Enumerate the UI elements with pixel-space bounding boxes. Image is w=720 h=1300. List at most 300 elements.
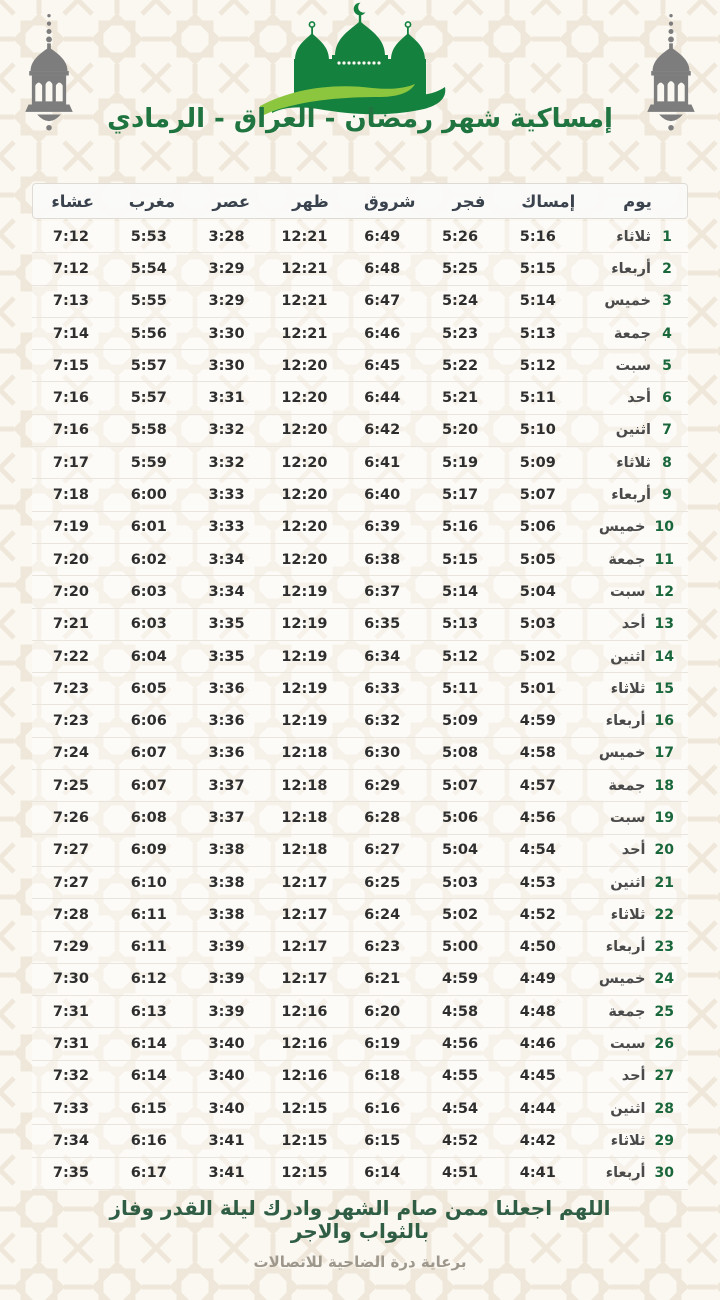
cell-imsak: 5:13: [519, 325, 556, 342]
cell-maghrib: 6:06: [130, 713, 167, 730]
day-number: 16: [654, 713, 674, 730]
cell-imsak: 5:04: [519, 583, 556, 600]
cell-day: [577, 616, 688, 632]
cell-dhuhr: 12:18: [281, 842, 328, 859]
cell-maghrib: 6:05: [130, 680, 167, 697]
table-row: [32, 738, 688, 770]
cell-maghrib: 5:55: [130, 293, 167, 310]
table-row: [32, 415, 688, 447]
table-header-row: [32, 183, 688, 219]
weekday-name: أربعاء: [605, 1165, 646, 1182]
table-row: [32, 221, 688, 253]
cell-imsak: 4:52: [519, 906, 556, 923]
cell-day: [577, 875, 688, 891]
table-row: [32, 286, 688, 318]
table-row: [32, 770, 688, 802]
cell-asr: 3:29: [208, 260, 245, 277]
cell-isha: 7:31: [52, 1003, 89, 1020]
cell-day: [577, 681, 688, 697]
cell-asr: 3:38: [208, 842, 245, 859]
table-row: [32, 479, 688, 511]
cell-maghrib: 6:04: [130, 648, 167, 665]
cell-asr: 3:34: [208, 551, 245, 568]
cell-day: [577, 907, 688, 923]
cell-dhuhr: 12:21: [281, 325, 328, 342]
cell-fajr: 5:02: [441, 906, 479, 923]
cell-shuruq: 6:48: [364, 260, 401, 277]
cell-day: [577, 745, 688, 761]
cell-day: [577, 552, 688, 568]
cell-dhuhr: 12:20: [281, 422, 328, 439]
cell-imsak: 5:11: [519, 390, 556, 407]
cell-asr: 3:39: [208, 971, 245, 988]
cell-day: [577, 1036, 688, 1052]
cell-imsak: 4:45: [519, 1068, 556, 1085]
cell-dhuhr: 12:19: [281, 680, 328, 697]
cell-imsak: 5:01: [519, 680, 556, 697]
weekday-name: اثنين: [610, 648, 646, 665]
cell-day: [577, 455, 688, 471]
cell-day: [577, 261, 688, 277]
weekday-name: سبت: [615, 357, 651, 374]
table-row: [32, 964, 688, 996]
cell-shuruq: 6:19: [364, 1036, 401, 1053]
cell-day: [577, 326, 688, 342]
cell-isha: 7:16: [52, 390, 89, 407]
cell-fajr: 4:51: [441, 1165, 479, 1182]
cell-dhuhr: 12:18: [281, 745, 328, 762]
header-cell-fajr: فجر: [452, 191, 486, 211]
cell-dhuhr: 12:15: [281, 1132, 328, 1149]
table-row: [32, 1158, 688, 1190]
cell-fajr: 5:17: [441, 487, 479, 504]
cell-maghrib: 6:03: [130, 616, 167, 633]
day-number: 3: [662, 293, 672, 310]
day-number: 22: [654, 906, 674, 923]
weekday-name: ثلاثاء: [610, 906, 646, 923]
cell-fajr: 5:16: [441, 519, 479, 536]
day-number: 26: [654, 1036, 674, 1053]
cell-imsak: 4:46: [519, 1036, 556, 1053]
cell-asr: 3:39: [208, 1003, 245, 1020]
day-number: 13: [654, 616, 674, 633]
cell-dhuhr: 12:17: [281, 939, 328, 956]
cell-dhuhr: 12:16: [281, 1068, 328, 1085]
cell-fajr: 5:21: [441, 390, 479, 407]
cell-dhuhr: 12:19: [281, 583, 328, 600]
table-row: [32, 802, 688, 834]
cell-maghrib: 6:14: [130, 1036, 167, 1053]
table-row: [32, 512, 688, 544]
cell-fajr: 4:59: [441, 971, 479, 988]
cell-asr: 3:39: [208, 939, 245, 956]
weekday-name: خميس: [598, 971, 646, 988]
cell-shuruq: 6:45: [364, 357, 401, 374]
cell-isha: 7:27: [52, 842, 89, 859]
cell-asr: 3:40: [208, 1068, 245, 1085]
table-row: [32, 996, 688, 1028]
table-row: [32, 609, 688, 641]
dua-text: [0, 1197, 720, 1243]
cell-imsak: 5:10: [519, 422, 556, 439]
cell-day: [577, 390, 688, 406]
day-number: 4: [662, 325, 672, 342]
cell-asr: 3:41: [208, 1132, 245, 1149]
weekday-name: ثلاثاء: [616, 454, 651, 471]
cell-fajr: 5:14: [441, 583, 479, 600]
page-title: إمساكية شهر رمضان - العراق - الرمادي: [107, 104, 613, 134]
table-row: [32, 350, 688, 382]
cell-imsak: 4:50: [519, 939, 556, 956]
weekday-name: أحد: [621, 842, 646, 859]
day-number: 8: [662, 454, 672, 471]
cell-day: [577, 649, 688, 665]
cell-fajr: 5:24: [441, 293, 479, 310]
cell-maghrib: 5:57: [130, 390, 167, 407]
day-number: 25: [654, 1003, 674, 1020]
cell-shuruq: 6:14: [364, 1165, 401, 1182]
cell-dhuhr: 12:20: [281, 519, 328, 536]
cell-asr: 3:35: [208, 648, 245, 665]
table-row: [32, 253, 688, 285]
cell-fajr: 4:52: [441, 1132, 479, 1149]
weekday-name: اثنين: [610, 874, 646, 891]
cell-maghrib: 6:07: [130, 745, 167, 762]
cell-shuruq: 6:49: [364, 228, 401, 245]
cell-imsak: 4:58: [519, 745, 556, 762]
weekday-name: أربعاء: [611, 260, 651, 277]
header-cell-maghrib: مغرب: [128, 191, 176, 211]
day-number: 9: [662, 487, 672, 504]
cell-fajr: 5:20: [441, 422, 479, 439]
weekday-name: سبت: [609, 1036, 646, 1053]
cell-fajr: 5:22: [441, 357, 479, 374]
table-row: [32, 835, 688, 867]
day-number: 1: [662, 228, 672, 245]
cell-imsak: 4:48: [519, 1003, 556, 1020]
cell-imsak: 4:57: [519, 777, 556, 794]
cell-fajr: 4:55: [441, 1068, 479, 1085]
cell-isha: 7:20: [52, 583, 89, 600]
cell-asr: 3:35: [208, 616, 245, 633]
cell-isha: 7:34: [52, 1132, 89, 1149]
cell-isha: 7:28: [52, 906, 89, 923]
cell-day: [577, 842, 688, 858]
cell-shuruq: 6:44: [364, 390, 401, 407]
cell-imsak: 4:53: [519, 874, 556, 891]
cell-shuruq: 6:21: [364, 971, 401, 988]
cell-day: [577, 971, 688, 987]
table-row: [32, 1125, 688, 1157]
weekday-name: سبت: [609, 809, 646, 826]
cell-dhuhr: 12:17: [281, 874, 328, 891]
cell-day: [577, 358, 688, 374]
cell-isha: 7:12: [52, 228, 89, 245]
sponsor-text: برعاية درة الضاحية للاتصالات: [253, 1252, 467, 1271]
cell-dhuhr: 12:20: [281, 390, 328, 407]
weekday-name: ثلاثاء: [610, 680, 646, 697]
cell-dhuhr: 12:20: [281, 357, 328, 374]
table-row: [32, 382, 688, 414]
table-row: [32, 705, 688, 737]
cell-asr: 3:40: [208, 1036, 245, 1053]
cell-maghrib: 5:54: [130, 260, 167, 277]
cell-dhuhr: 12:17: [281, 971, 328, 988]
day-number: 15: [654, 680, 674, 697]
table-row: [32, 673, 688, 705]
cell-maghrib: 6:10: [130, 874, 167, 891]
table-body: [32, 221, 688, 1190]
cell-isha: 7:24: [52, 745, 89, 762]
cell-isha: 7:32: [52, 1068, 89, 1085]
table-row: [32, 1093, 688, 1125]
cell-maghrib: 6:02: [130, 551, 167, 568]
cell-maghrib: 6:01: [130, 519, 167, 536]
cell-shuruq: 6:25: [364, 874, 401, 891]
weekday-name: أحد: [621, 616, 646, 633]
cell-imsak: 4:44: [519, 1100, 556, 1117]
day-number: 27: [654, 1068, 674, 1085]
cell-maghrib: 6:17: [130, 1165, 167, 1182]
cell-shuruq: 6:37: [364, 583, 401, 600]
cell-asr: 3:33: [208, 487, 245, 504]
cell-imsak: 4:56: [519, 809, 556, 826]
dua-line-1: اللهم اجعلنا ممن صام الشهر وادرك ليلة القدر وفاز: [109, 1195, 611, 1220]
cell-fajr: 4:56: [441, 1036, 479, 1053]
cell-dhuhr: 12:19: [281, 648, 328, 665]
cell-fajr: 5:15: [441, 551, 479, 568]
cell-maghrib: 6:12: [130, 971, 167, 988]
cell-day: [577, 422, 688, 438]
cell-asr: 3:40: [208, 1100, 245, 1117]
cell-day: [577, 229, 688, 245]
cell-fajr: 5:06: [441, 809, 479, 826]
cell-maghrib: 5:57: [130, 357, 167, 374]
cell-asr: 3:29: [208, 293, 245, 310]
header-cell-shuruq: شروق: [363, 191, 416, 211]
cell-isha: 7:21: [52, 616, 89, 633]
cell-asr: 3:32: [208, 422, 245, 439]
cell-dhuhr: 12:21: [281, 228, 328, 245]
prayer-times-table: [32, 183, 688, 1190]
cell-asr: 3:36: [208, 745, 245, 762]
cell-dhuhr: 12:20: [281, 551, 328, 568]
cell-dhuhr: 12:19: [281, 616, 328, 633]
cell-day: [577, 1133, 688, 1149]
cell-asr: 3:31: [208, 390, 245, 407]
cell-shuruq: 6:42: [364, 422, 401, 439]
cell-asr: 3:28: [208, 228, 245, 245]
weekday-name: اثنين: [615, 422, 651, 439]
day-number: 5: [662, 357, 672, 374]
cell-isha: 7:31: [52, 1036, 89, 1053]
cell-maghrib: 6:00: [130, 487, 167, 504]
cell-maghrib: 5:58: [130, 422, 167, 439]
cell-dhuhr: 12:16: [281, 1003, 328, 1020]
cell-shuruq: 6:34: [364, 648, 401, 665]
cell-maghrib: 5:59: [130, 454, 167, 471]
cell-shuruq: 6:40: [364, 487, 401, 504]
cell-shuruq: 6:38: [364, 551, 401, 568]
cell-fajr: 5:25: [441, 260, 479, 277]
cell-maghrib: 6:11: [130, 906, 167, 923]
cell-shuruq: 6:47: [364, 293, 401, 310]
day-number: 2: [662, 260, 672, 277]
cell-dhuhr: 12:18: [281, 777, 328, 794]
cell-imsak: 5:12: [519, 357, 556, 374]
cell-isha: 7:14: [52, 325, 89, 342]
cell-shuruq: 6:20: [364, 1003, 401, 1020]
cell-fajr: 5:19: [441, 454, 479, 471]
cell-dhuhr: 12:20: [281, 454, 328, 471]
cell-imsak: 5:03: [519, 616, 556, 633]
day-number: 18: [654, 777, 674, 794]
header-cell-asr: عصر: [212, 191, 251, 211]
cell-maghrib: 6:16: [130, 1132, 167, 1149]
cell-asr: 3:38: [208, 906, 245, 923]
cell-isha: 7:25: [52, 777, 89, 794]
cell-isha: 7:15: [52, 357, 89, 374]
table-row: [32, 641, 688, 673]
cell-maghrib: 6:13: [130, 1003, 167, 1020]
cell-asr: 3:36: [208, 680, 245, 697]
cell-isha: 7:29: [52, 939, 89, 956]
cell-fajr: 5:07: [441, 777, 479, 794]
cell-shuruq: 6:32: [364, 713, 401, 730]
weekday-name: خميس: [604, 293, 651, 310]
weekday-name: جمعة: [608, 551, 646, 568]
cell-isha: 7:18: [52, 487, 89, 504]
weekday-name: سبت: [609, 583, 646, 600]
cell-asr: 3:30: [208, 325, 245, 342]
cell-shuruq: 6:27: [364, 842, 401, 859]
weekday-name: أربعاء: [611, 487, 651, 504]
table-row: [32, 899, 688, 931]
cell-maghrib: 6:09: [130, 842, 167, 859]
weekday-name: أربعاء: [605, 939, 646, 956]
cell-maghrib: 6:15: [130, 1100, 167, 1117]
cell-day: [577, 1004, 688, 1020]
cell-day: [577, 939, 688, 955]
cell-maghrib: 5:53: [130, 228, 167, 245]
cell-fajr: 5:23: [441, 325, 479, 342]
cell-shuruq: 6:30: [364, 745, 401, 762]
cell-imsak: 4:49: [519, 971, 556, 988]
cell-imsak: 4:54: [519, 842, 556, 859]
cell-fajr: 5:00: [441, 939, 479, 956]
day-number: 11: [654, 551, 674, 568]
cell-day: [577, 519, 688, 535]
table-row: [32, 576, 688, 608]
cell-asr: 3:41: [208, 1165, 245, 1182]
cell-shuruq: 6:39: [364, 519, 401, 536]
cell-shuruq: 6:33: [364, 680, 401, 697]
cell-maghrib: 6:11: [130, 939, 167, 956]
dua-line-2: بالثواب والاجر: [290, 1218, 430, 1243]
cell-fajr: 5:11: [441, 680, 479, 697]
cell-fajr: 5:12: [441, 648, 479, 665]
day-number: 23: [654, 939, 674, 956]
day-number: 28: [654, 1100, 674, 1117]
cell-isha: 7:12: [52, 260, 89, 277]
cell-dhuhr: 12:18: [281, 809, 328, 826]
cell-asr: 3:37: [208, 809, 245, 826]
cell-isha: 7:16: [52, 422, 89, 439]
cell-imsak: 4:42: [519, 1132, 556, 1149]
cell-dhuhr: 12:15: [281, 1100, 328, 1117]
cell-maghrib: 6:07: [130, 777, 167, 794]
cell-shuruq: 6:29: [364, 777, 401, 794]
cell-isha: 7:35: [52, 1165, 89, 1182]
day-number: 24: [654, 971, 674, 988]
cell-fajr: 5:04: [441, 842, 479, 859]
cell-shuruq: 6:16: [364, 1100, 401, 1117]
cell-day: [577, 1165, 688, 1181]
cell-day: [577, 293, 688, 309]
cell-shuruq: 6:18: [364, 1068, 401, 1085]
header-cell-isha: عشاء: [51, 191, 95, 211]
weekday-name: جمعة: [608, 1003, 646, 1020]
cell-isha: 7:26: [52, 809, 89, 826]
cell-imsak: 4:41: [519, 1165, 556, 1182]
table-row: [32, 447, 688, 479]
cell-shuruq: 6:15: [364, 1132, 401, 1149]
weekday-name: جمعة: [608, 777, 646, 794]
weekday-name: خميس: [598, 745, 646, 762]
cell-imsak: 5:14: [519, 293, 556, 310]
cell-shuruq: 6:35: [364, 616, 401, 633]
cell-dhuhr: 12:20: [281, 487, 328, 504]
cell-shuruq: 6:23: [364, 939, 401, 956]
cell-asr: 3:30: [208, 357, 245, 374]
cell-fajr: 4:54: [441, 1100, 479, 1117]
header-cell-dhuhr: ظهر: [292, 191, 329, 211]
day-number: 12: [654, 583, 674, 600]
cell-isha: 7:23: [52, 713, 89, 730]
cell-day: [577, 584, 688, 600]
cell-imsak: 5:09: [519, 454, 556, 471]
cell-dhuhr: 12:16: [281, 1036, 328, 1053]
cell-asr: 3:32: [208, 454, 245, 471]
cell-asr: 3:33: [208, 519, 245, 536]
day-number: 20: [654, 842, 674, 859]
cell-day: [577, 1101, 688, 1117]
cell-isha: 7:20: [52, 551, 89, 568]
table-row: [32, 1028, 688, 1060]
cell-shuruq: 6:24: [364, 906, 401, 923]
cell-fajr: 5:09: [441, 713, 479, 730]
weekday-name: ثلاثاء: [616, 228, 651, 245]
cell-maghrib: 6:03: [130, 583, 167, 600]
cell-fajr: 4:58: [441, 1003, 479, 1020]
cell-imsak: 5:07: [519, 487, 556, 504]
cell-asr: 3:37: [208, 777, 245, 794]
cell-shuruq: 6:46: [364, 325, 401, 342]
day-number: 19: [654, 809, 674, 826]
weekday-name: أحد: [621, 1068, 646, 1085]
cell-day: [577, 487, 688, 503]
cell-day: [577, 1068, 688, 1084]
cell-isha: 7:19: [52, 519, 89, 536]
weekday-name: خميس: [598, 519, 646, 536]
cell-maghrib: 6:08: [130, 809, 167, 826]
cell-isha: 7:30: [52, 971, 89, 988]
cell-day: [577, 810, 688, 826]
weekday-name: ثلاثاء: [610, 1132, 646, 1149]
cell-imsak: 4:59: [519, 713, 556, 730]
day-number: 17: [654, 745, 674, 762]
table-row: [32, 318, 688, 350]
